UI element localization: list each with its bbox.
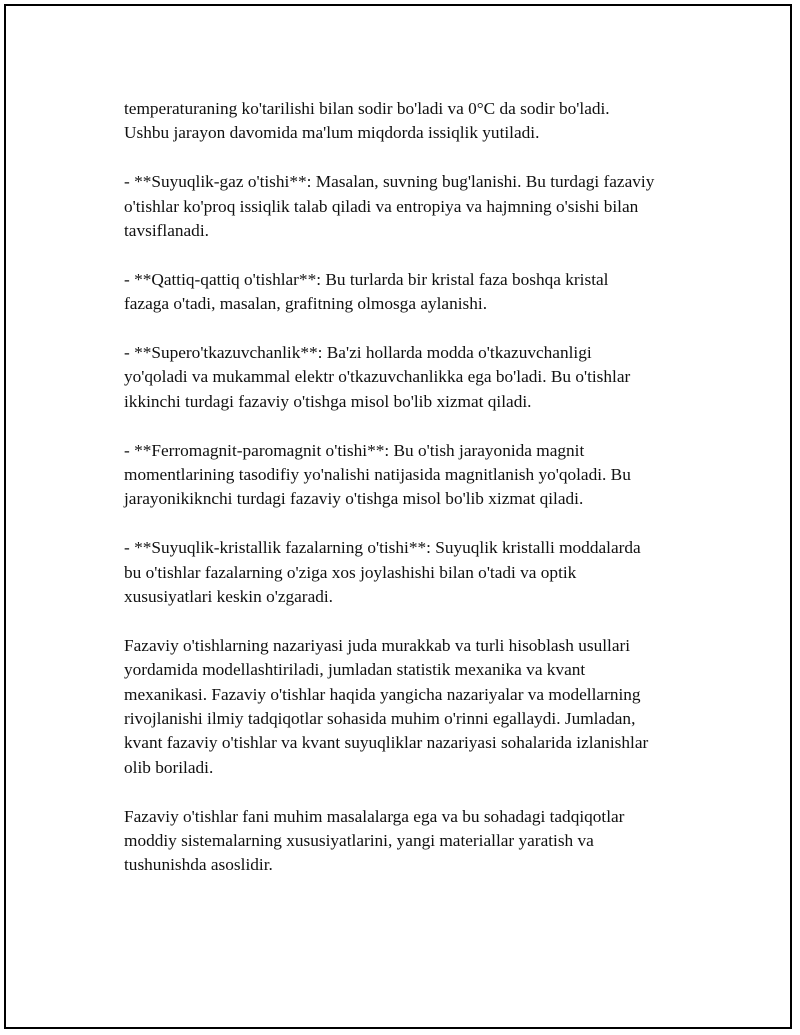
text-line: xususiyatlari keskin o'zgaradi. <box>124 587 333 607</box>
text-line: mexanikasi. Fazaviy o'tishlar haqida yangicha nazariyalar va modellarning <box>124 684 641 704</box>
text-line: rivojlanishi ilmiy tadqiqotlar sohasida muhim o'rinni egallaydi. Jumladan, <box>124 709 636 729</box>
text-line: - **Ferromagnit-paromagnit o'tishi**: Bu o'tish jarayonida magnit <box>124 440 585 460</box>
text-line: o'tishlar ko'proq issiqlik talab qiladi va entropiya va hajmning o'sishi bilan <box>124 196 639 216</box>
text-line: Fazaviy o'tishlarning nazariyasi juda murakkab va turli hisoblash usullari <box>124 635 631 655</box>
text-line: tushunishda asoslidir. <box>124 855 273 875</box>
text-line: Ushbu jarayon davomida ma'lum miqdorda issiqlik yutiladi. <box>124 123 540 143</box>
document-body <box>124 97 709 902</box>
text-line: yordamida modellashtiriladi, jumladan statistik mexanika va kvant <box>124 660 586 680</box>
text-line: fazaga o'tadi, masalan, grafitning olmosga aylanishi. <box>124 294 488 314</box>
paragraph-4 <box>124 341 709 414</box>
paragraph-5 <box>124 439 709 512</box>
page-frame <box>4 4 792 1029</box>
text-line: - **Suyuqlik-kristallik fazalarning o'tishi**: Suyuqlik kristalli moddalarda <box>124 538 641 558</box>
text-line: - **Suyuqlik-gaz o'tishi**: Masalan, suvning bug'lanishi. Bu turdagi fazaviy <box>124 172 655 192</box>
text-line: temperaturaning ko'tarilishi bilan sodir bo'ladi va 0°C da sodir bo'ladi. <box>124 99 610 118</box>
text-line: tavsiflanadi. <box>124 221 209 241</box>
text-line: olib boriladi. <box>124 757 214 777</box>
paragraph-7 <box>124 634 709 780</box>
text-line: yo'qoladi va mukammal elektr o'tkazuvchanlikka ega bo'ladi. Bu o'tishlar <box>124 367 631 387</box>
text-line: kvant fazaviy o'tishlar va kvant suyuqliklar nazariyasi sohalarida izlanishlar <box>124 733 649 753</box>
paragraph-3 <box>124 268 709 317</box>
text-line: ikkinchi turdagi fazaviy o'tishga misol bo'lib xizmat qiladi. <box>124 391 532 411</box>
paragraph-8 <box>124 805 709 878</box>
text-line: bu o'tishlar fazalarning o'ziga xos joylashishi bilan o'tadi va optik <box>124 562 577 582</box>
paragraph-1 <box>124 97 709 146</box>
text-line: Fazaviy o'tishlar fani muhim masalalarga ega va bu sohadagi tadqiqotlar <box>124 806 625 826</box>
text-line: jarayonikiknchi turdagi fazaviy o'tishga misol bo'lib xizmat qiladi. <box>124 489 584 509</box>
paragraph-6 <box>124 536 709 609</box>
text-line: momentlarining tasodifiy yo'nalishi natijasida magnitlanish yo'qoladi. Bu <box>124 465 631 485</box>
text-line: moddiy sistemalarning xususiyatlarini, yangi materiallar yaratish va <box>124 831 594 851</box>
text-line: - **Supero'tkazuvchanlik**: Ba'zi hollarda modda o'tkazuvchanligi <box>124 343 592 363</box>
paragraph-2 <box>124 170 709 243</box>
text-line: - **Qattiq-qattiq o'tishlar**: Bu turlarda bir kristal faza boshqa kristal <box>124 269 609 289</box>
